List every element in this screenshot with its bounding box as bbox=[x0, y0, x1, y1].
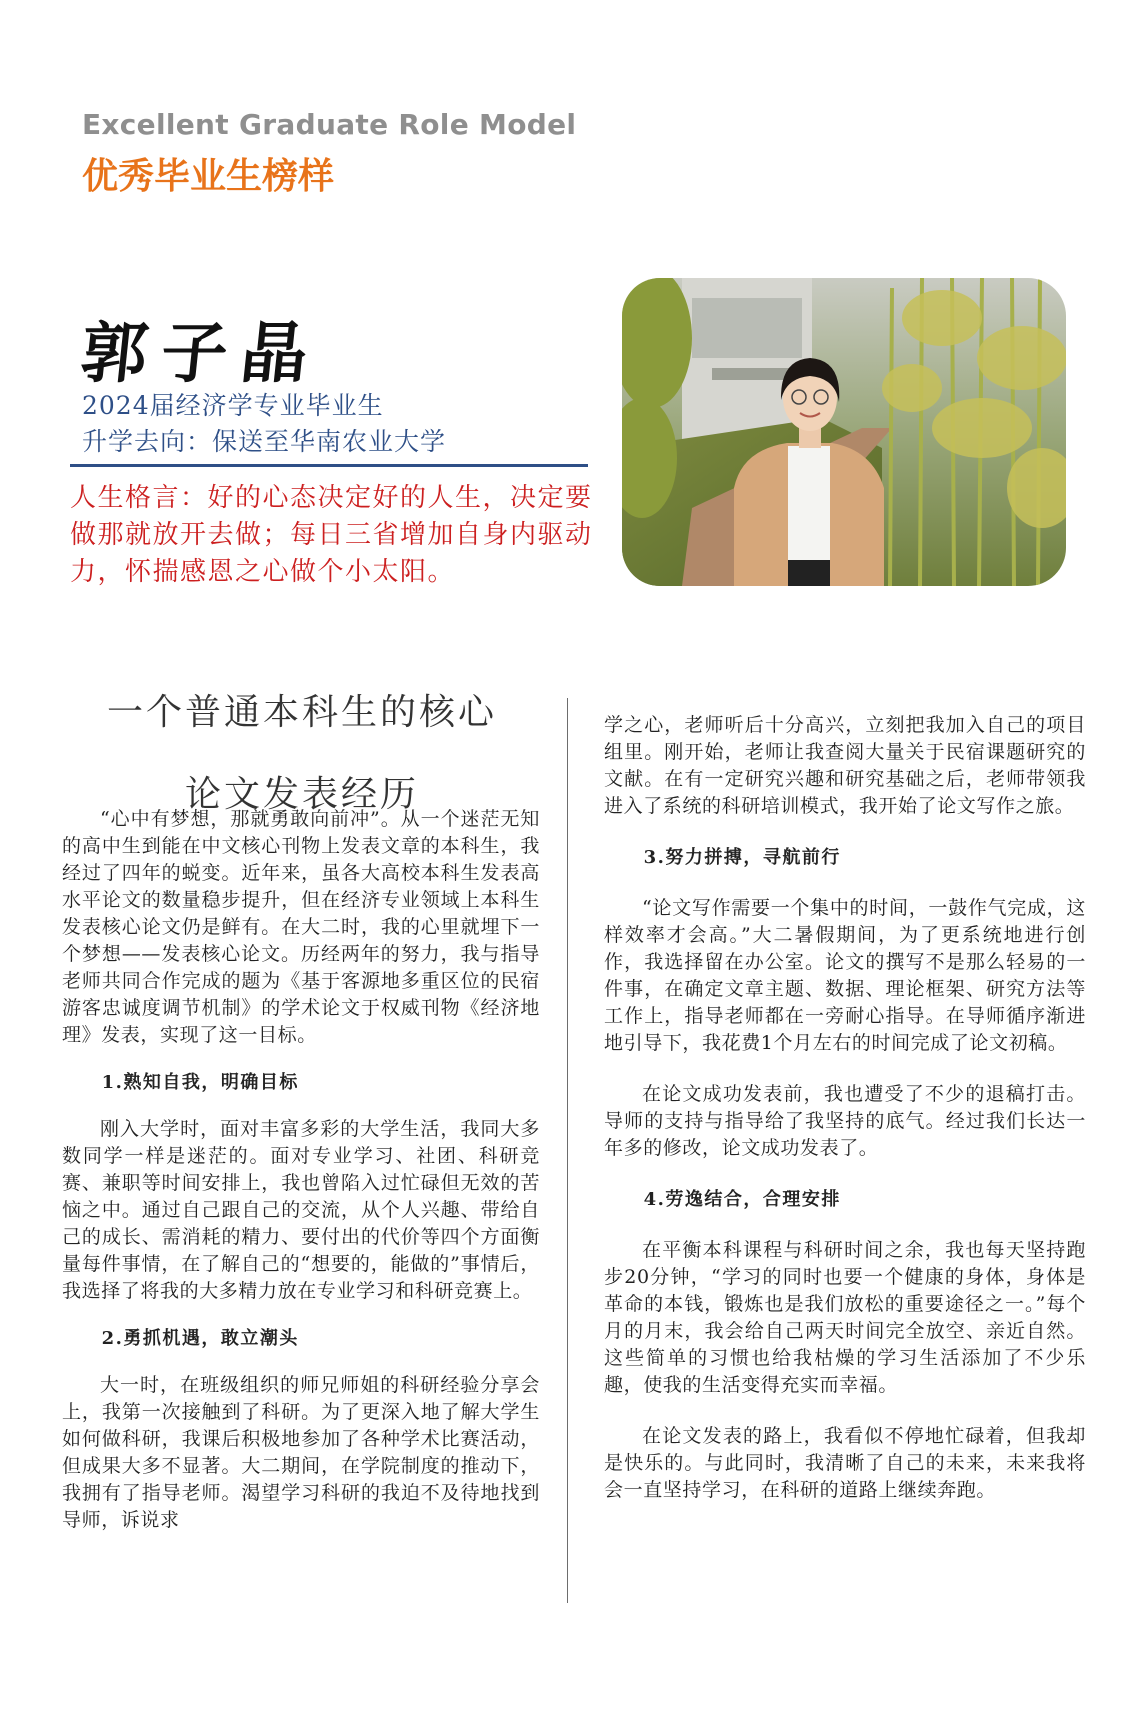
intro-paragraph: “心中有梦想，那就勇敢向前冲”。从一个迷茫无知的高中生到能在中文核心刊物上发表文章的本科生，我经过了四年的蜕变。近年来，虽各大高校本科生发表高水平论文的数量稳步提升，但在经济专业领域上本科生发表核心论文仍是鲜有。在大二时，我的心里就埋下一个梦想——发表核心论文。历经两年的努力，我与指导老师共同合作完成的题为《基于客源地多重区位的民宿游客忠诚度调节机制》的学术论文于权威刊物《经济地理》发表，实现了这一目标。 bbox=[62, 808, 540, 1046]
section-4-paragraph-2: 在论文发表的路上，我看似不停地忙碌着，但我却是快乐的。与此同时，我清晰了自己的未来，未来我将会一直坚持学习，在科研的道路上继续奔跑。 bbox=[604, 1425, 1086, 1501]
section-1-heading: 1.熟知自我，明确目标 bbox=[101, 1072, 299, 1093]
section-2-paragraph-start: 大一时，在班级组织的师兄师姐的科研经验分享会上，我第一次接触到了科研。为了更深入地了解大学生如何做科研，我课后积极地参加了各种学术比赛活动，但成果大多不显著。大二期间，在学院制度的推动下，我拥有了指导老师。渴望学习科研的我迫不及待地找到导师，诉说求 bbox=[62, 1374, 540, 1531]
article-right-column bbox=[604, 712, 1086, 1504]
section-2-heading: 2.勇抓机遇，敢立潮头 bbox=[101, 1328, 299, 1349]
column-divider bbox=[567, 698, 568, 1603]
article-left-column bbox=[62, 806, 540, 1534]
graduate-portrait-photo bbox=[622, 278, 1066, 586]
info-divider-rule bbox=[70, 464, 588, 467]
article-title-line2: 论文发表经历 bbox=[184, 774, 419, 815]
life-motto: 人生格言：好的心态决定好的人生，决定要做那就放开去做；每日三省增加自身内驱动力，怀揣感恩之心做个小太阳。 bbox=[70, 483, 593, 587]
graduate-info bbox=[82, 388, 446, 460]
section-2-paragraph-continued: 学之心，老师听后十分高兴，立刻把我加入自己的项目组里。刚开始，老师让我查阅大量关于民宿课题研究的文献。在有一定研究兴趣和研究基础之后，老师带领我进入了系统的科研培训模式，我开始了论文写作之旅。 bbox=[604, 714, 1086, 817]
section-4-paragraph-1: 在平衡本科课程与科研时间之余，我也每天坚持跑步20分钟，“学习的同时也要一个健康的身体，身体是革命的本钱，锻炼也是我们放松的重要途径之一。”每个月的月末，我会给自己两天时间完全放空、亲近自然。这些简单的习惯也给我枯燥的学习生活添加了不少乐趣，使我的生活变得充实而幸福。 bbox=[604, 1239, 1086, 1396]
graduate-destination-line: 升学去向：保送至华南农业大学 bbox=[82, 427, 447, 456]
header-title-zh: 优秀毕业生榜样 bbox=[82, 156, 335, 197]
section-1-paragraph: 刚入大学时，面对丰富多彩的大学生活，我同大多数同学一样是迷茫的。面对专业学习、社团、科研竞赛、兼职等时间安排上，我也曾陷入过忙碌但无效的苦恼之中。通过自己跟自己的交流，从个人兴趣、带给自己的成长、需消耗的精力、要付出的代价等四个方面衡量每件事情，在了解自己的“想要的，能做的”事情后，我选择了将我的大多精力放在专业学习和科研竞赛上。 bbox=[62, 1118, 540, 1302]
article-title-line1: 一个普通本科生的核心 bbox=[106, 692, 497, 733]
graduate-major-line: 2024届经济学专业毕业生 bbox=[82, 391, 384, 420]
graduate-name: 郭子晶 bbox=[77, 314, 326, 392]
section-3-paragraph-1: “论文写作需要一个集中的时间，一鼓作气完成，这样效率才会高。”大二暑假期间，为了更系统地进行创作，我选择留在办公室。论文的撰写不是那么轻易的一件事，在确定文章主题、数据、理论框架、研究方法等工作上，指导老师都在一旁耐心指导。在导师循序渐进地引导下，我花费1个月左右的时间完成了论文初稿。 bbox=[604, 897, 1086, 1054]
section-3-heading: 3.努力拼搏，寻航前行 bbox=[643, 847, 841, 868]
section-4-heading: 4.劳逸结合，合理安排 bbox=[643, 1189, 841, 1210]
header-title-en: Excellent Graduate Role Model bbox=[82, 108, 577, 141]
section-3-paragraph-2: 在论文成功发表前，我也遭受了不少的退稿打击。导师的支持与指导给了我坚持的底气。经过我们长达一年多的修改，论文成功发表了。 bbox=[604, 1083, 1086, 1159]
